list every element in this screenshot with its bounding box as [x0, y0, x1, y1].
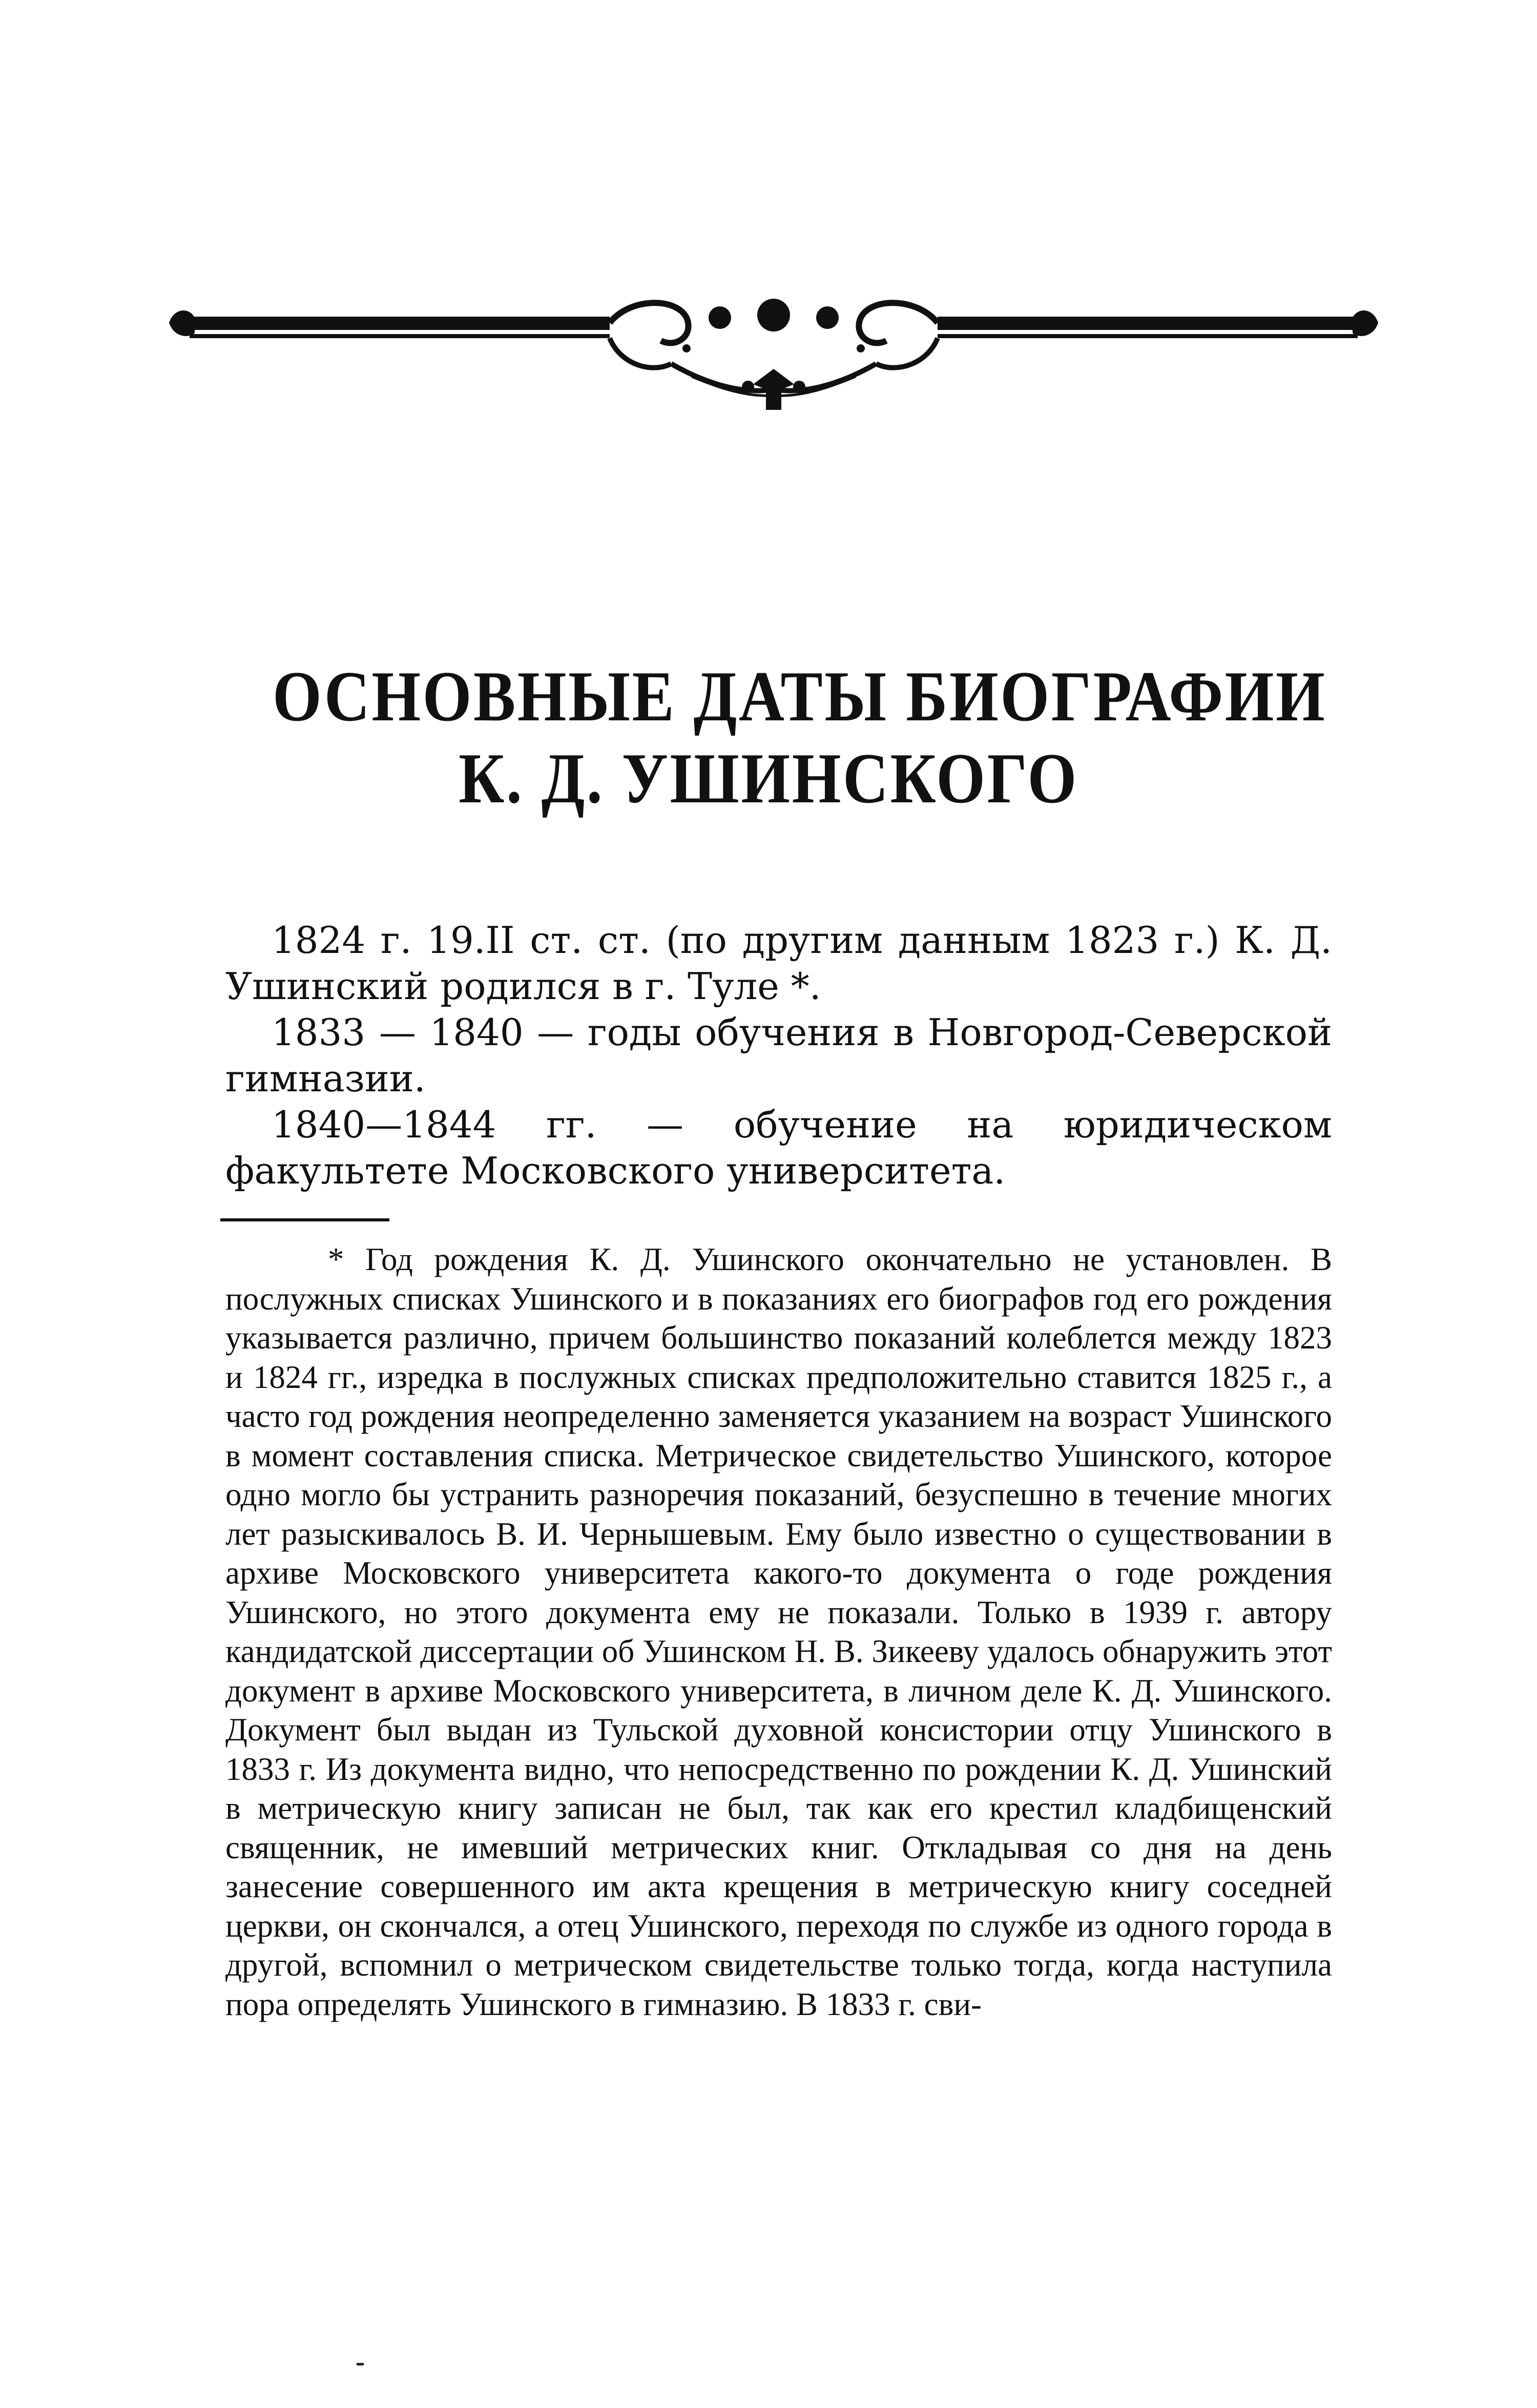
- signature-mark: [357, 2363, 364, 2365]
- chronology-entry-1840: 1840—1844 гг. — обучение на юридическом факультете Московского университета.: [225, 1103, 1332, 1192]
- chronology-text: [225, 917, 1332, 1194]
- page-title: [273, 656, 1327, 820]
- title-line-2: К. Д. УШИНСКОГО: [459, 739, 1078, 818]
- footnote-divider: [220, 1218, 389, 1221]
- chronology-entry-1833: 1833 — 1840 — годы обучения в Новгород-Северской гимназии.: [225, 1011, 1332, 1100]
- ornamental-headpiece-icon: [169, 287, 1378, 415]
- title-line-1: ОСНОВНЫЕ ДАТЫ БИОГРАФИИ: [273, 657, 1327, 736]
- footnote: [225, 1240, 1332, 2024]
- chronology-entry-1824: 1824 г. 19.II ст. ст. (по другим данным 1823 г.) К. Д. Ушинский родился в г. Туле *.: [225, 919, 1332, 1008]
- footnote-text: * Год рождения К. Д. Ушинского окончательно не установлен. В послужных списках Ушинского и в показаниях его биографов год его рождения указывается различно, причем большинство показаний колеблется между 1823 и 1824 гг., изредка в послужных списках предположительно ставится 1825 г., а часто год рождения неопределенно заменяется указанием на возраст Ушинского в момент составления списка. Метрическое свидетельство Ушинского, которое одно могло бы устранить разноречия показаний, безуспешно в течение многих лет разыскивалось В. И. Чернышевым. Ему было известно о существовании в архиве Московского университета какого-то документа о годе рождения Ушинского, но этого документа ему не показали. Только в 1939 г. автору кандидатской диссертации об Ушинском Н. В. Зикееву удалось обнаружить этот документ в архиве Московского университета, в личном деле К. Д. Ушинского. Документ был выдан из Тульской духовной консистории отцу Ушинского в 1833 г. Из документа видно, что непосредственно по рождении К. Д. Ушинский в метрическую книгу записан не был, так как его крестил кладбищенский священник, не имевший метрических книг. Откладывая со дня на день занесение совершенного им акта крещения в метрическую книгу соседней церкви, он скончался, а отец Ушинского, переходя по службе из одного города в другой, вспомнил о метрическом свидетельстве только тогда, когда наступила пора определять Ушинского в гимназию. В 1833 г. сви-: [225, 1241, 1332, 2022]
